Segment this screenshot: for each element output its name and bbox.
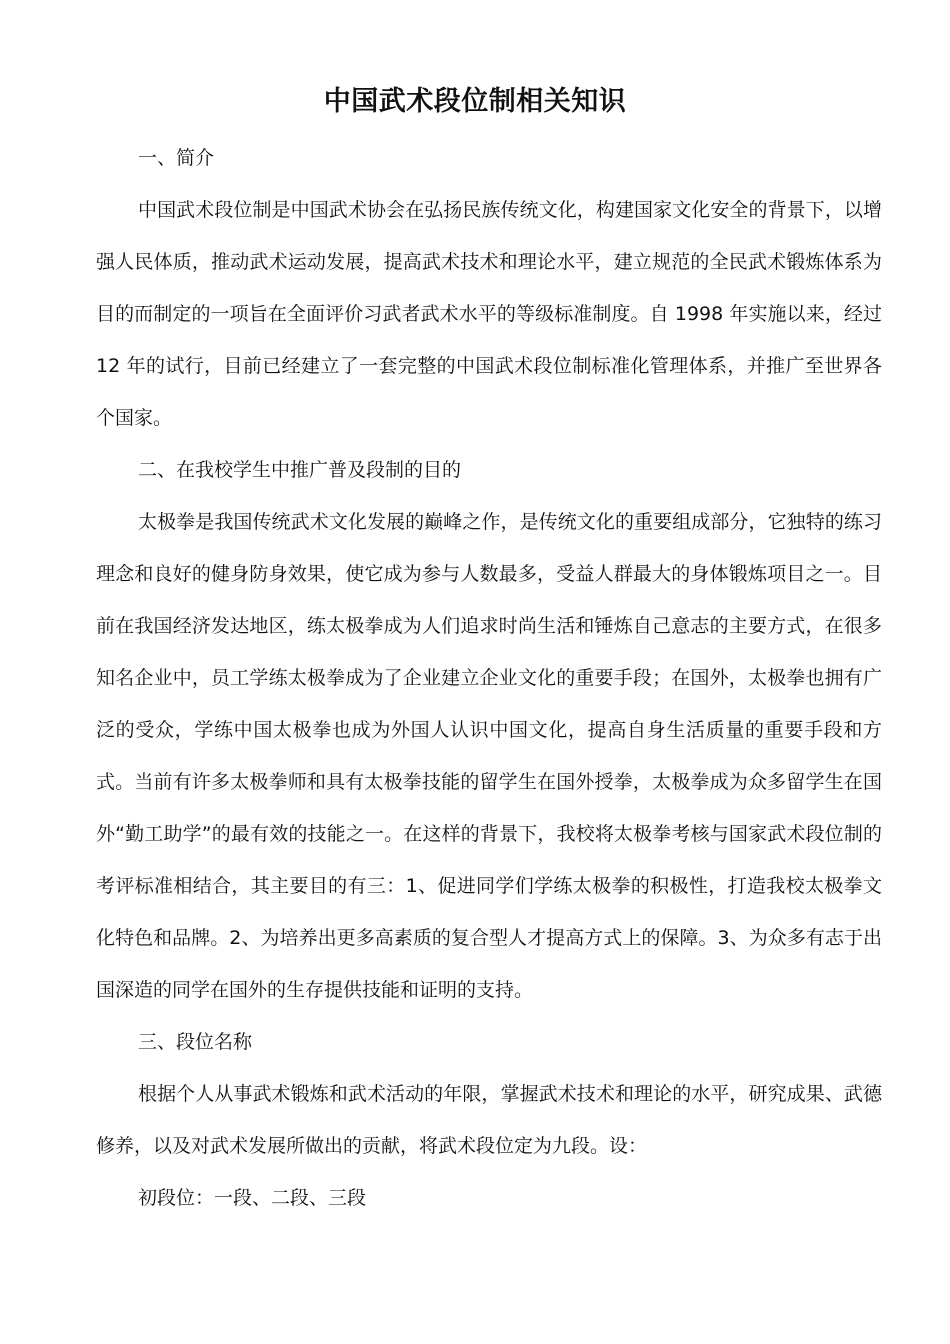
paragraph-purpose: 太极拳是我国传统武术文化发展的巅峰之作，是传统文化的重要组成部分，它独特的练习理念和良好的健身防身效果，使它成为参与人数最多，受益人群最大的身体锻炼项目之一。目前在我国经济发达地区，练太极拳成为人们追求时尚生活和锤炼自己意志的主要方式，在很多知名企业中，员工学练太极拳成为了企业建立企业文化的重要手段；在国外，太极拳也拥有广泛的受众，学练中国太极拳也成为外国人认识中国文化，提高自身生活质量的重要手段和方式。当前有许多太极拳师和具有太极拳技能的留学生在国外授拳，太极拳成为众多留学生在国外“勤工助学”的最有效的技能之一。在这样的背景下，我校将太极拳考核与国家武术段位制的考评标准相结合，其主要目的有三：1、促进同学们学练太极拳的积极性，打造我校太极拳文化特色和品牌。2、为培养出更多高素质的复合型人才提高方式上的保障。3、为众多有志于出国深造的同学在国外的生存提供技能和证明的支持。 — [96, 511, 882, 1001]
paragraph-intro: 中国武术段位制是中国武术协会在弘扬民族传统文化，构建国家文化安全的背景下，以增强人民体质，推动武术运动发展，提高武术技术和理论水平，建立规范的全民武术锻炼体系为目的而制定的一项旨在全面评价习武者武术水平的等级标准制度。自 1998 年实施以来，经过 12 年的试行，目前已经建立了一套完整的中国武术段位制标准化管理体系，并推广至世界各个国家。 — [96, 199, 882, 429]
section-heading-purpose: 二、在我校学生中推广普及段制的目的 — [138, 459, 462, 481]
document-title: 中国武术段位制相关知识 — [323, 86, 627, 117]
paragraph-junior-ranks: 初段位：一段、二段、三段 — [138, 1187, 367, 1209]
paragraph-rank-basis: 根据个人从事武术锻炼和武术活动的年限，掌握武术技术和理论的水平，研究成果、武德修养，以及对武术发展所做出的贡献，将武术段位定为九段。设： — [96, 1083, 882, 1157]
section-heading-intro: 一、简介 — [138, 147, 215, 169]
document-body — [96, 132, 882, 1224]
section-heading-rank-names: 三、段位名称 — [138, 1031, 253, 1053]
